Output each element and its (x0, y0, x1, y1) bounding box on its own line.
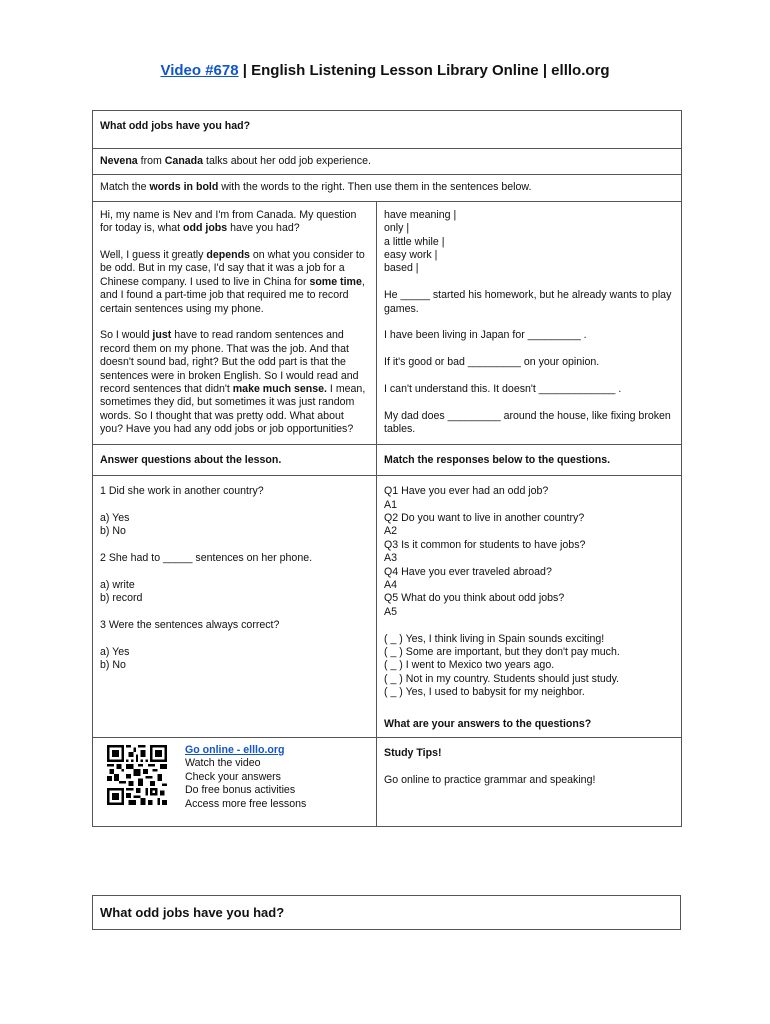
match-header: Match the responses below to the questions. (377, 444, 682, 475)
match-questions (384, 485, 674, 619)
online-cell (93, 737, 377, 826)
match-item: A5 (384, 605, 397, 618)
online-item: Access more free lessons (185, 797, 307, 810)
qr-code-icon[interactable] (107, 745, 167, 805)
match-item: A3 (384, 552, 397, 565)
vocab-option: a little while | (384, 235, 445, 248)
vocab-sentence: If it's good or bad _________ on your opinion. (384, 356, 600, 369)
vocab-option: based | (384, 262, 419, 275)
instructions-text: Match the words in bold with the words to the right. Then use them in the sentences below. (93, 175, 682, 201)
quiz-question: 1 Did she work in another country? (100, 485, 264, 498)
quiz-header: Answer questions about the lesson. (93, 444, 377, 475)
next-worksheet-table (92, 895, 681, 930)
quiz-option: b) record (100, 592, 143, 605)
quiz-questions (93, 476, 377, 738)
quiz-option: a) write (100, 578, 135, 591)
answers-header: What are your answers to the questions? (384, 717, 592, 730)
vocab-sentence: I have been living in Japan for _________ . (384, 329, 587, 342)
match-exercise (377, 476, 682, 738)
online-item: Watch the video (185, 757, 261, 770)
match-item: A4 (384, 578, 397, 591)
match-item: Q3 Is it common for students to have jobs? (384, 538, 586, 551)
match-item: Q5 What do you think about odd jobs? (384, 592, 565, 605)
vocab-sentence: My dad does _________ around the house, like fixing broken tables. (384, 409, 671, 436)
match-response: ( _ ) Yes, I think living in Spain sounds exciting! (384, 632, 605, 645)
lesson-title: What odd jobs have you had? (93, 111, 682, 149)
study-tips-text: Go online to practice grammar and speaking! (384, 773, 596, 786)
online-item: Do free bonus activities (185, 784, 296, 797)
transcript-paragraph-3: So I would just have to read random sentences and record them on my phone. That was the job. And that doesn't sound bad, right? But the odd part is that the sentences were in broken English. So I would read and record sentences that didn't make much sense. I mean, sometimes they did, but sometimes it was just random words. So I thought that was pretty odd. What about you? Have you had any odd jobs or job opportunities? (100, 329, 366, 436)
worksheet-table (92, 110, 682, 827)
quiz-question: 2 She had to _____ sentences on her phone. (100, 552, 313, 565)
transcript (93, 201, 377, 444)
vocab-option: easy work | (384, 249, 438, 262)
match-item: A1 (384, 498, 397, 511)
match-response: ( _ ) Not in my country. Students should just study. (384, 672, 620, 685)
quiz-option: a) Yes (100, 511, 130, 524)
vocab-options (384, 209, 674, 276)
speaker-country: Canada (164, 155, 204, 167)
online-link[interactable]: Go online - elllo.org (185, 743, 285, 756)
match-response: ( _ ) Some are important, but they don't pay much. (384, 645, 620, 658)
quiz-options (100, 512, 369, 539)
speaker-name: Nevena (100, 155, 138, 167)
study-tips-header: Study Tips! (384, 746, 442, 759)
vocab-exercise (377, 201, 682, 444)
match-item: Q1 Have you ever had an odd job? (384, 485, 549, 498)
quiz-option: b) No (100, 525, 126, 538)
quiz-options (100, 646, 369, 673)
match-item: A2 (384, 525, 397, 538)
quiz-option: a) Yes (100, 645, 130, 658)
match-response: ( _ ) Yes, I used to babysit for my neighbor. (384, 686, 585, 699)
page-title (0, 62, 770, 79)
next-lesson-title: What odd jobs have you had? (93, 896, 681, 930)
match-responses (384, 633, 674, 700)
match-item: Q2 Do you want to live in another country? (384, 511, 585, 524)
match-response: ( _ ) I went to Mexico two years ago. (384, 659, 555, 672)
study-tips (377, 737, 682, 826)
online-info (185, 744, 306, 811)
quiz-options (100, 579, 369, 606)
quiz-question: 3 Were the sentences always correct? (100, 619, 280, 632)
vocab-option: only | (384, 222, 410, 235)
vocab-option: have meaning | (384, 208, 457, 221)
video-link[interactable]: Video #678 (160, 62, 239, 79)
online-item: Check your answers (185, 770, 281, 783)
match-item: Q4 Have you ever traveled abroad? (384, 565, 552, 578)
vocab-sentence: I can't understand this. It doesn't _____________ . (384, 383, 622, 396)
page-title-rest: | English Listening Lesson Library Online | elllo.org (238, 62, 610, 79)
transcript-paragraph-2: Well, I guess it greatly depends on what you consider to be odd. But in my case, I'd say that it was a job for a Chinese company. I used to live in China for some time, and I found a part-time job that required me to record certain sentences using my phone. (100, 249, 365, 315)
quiz-option: b) No (100, 659, 126, 672)
vocab-sentence: He _____ started his homework, but he already wants to play games. (384, 289, 672, 315)
intro-text: Nevena from Canada talks about her odd job experience. (93, 149, 682, 175)
transcript-paragraph-1: Hi, my name is Nev and I'm from Canada. My question for today is, what odd jobs have you had? (100, 208, 357, 235)
